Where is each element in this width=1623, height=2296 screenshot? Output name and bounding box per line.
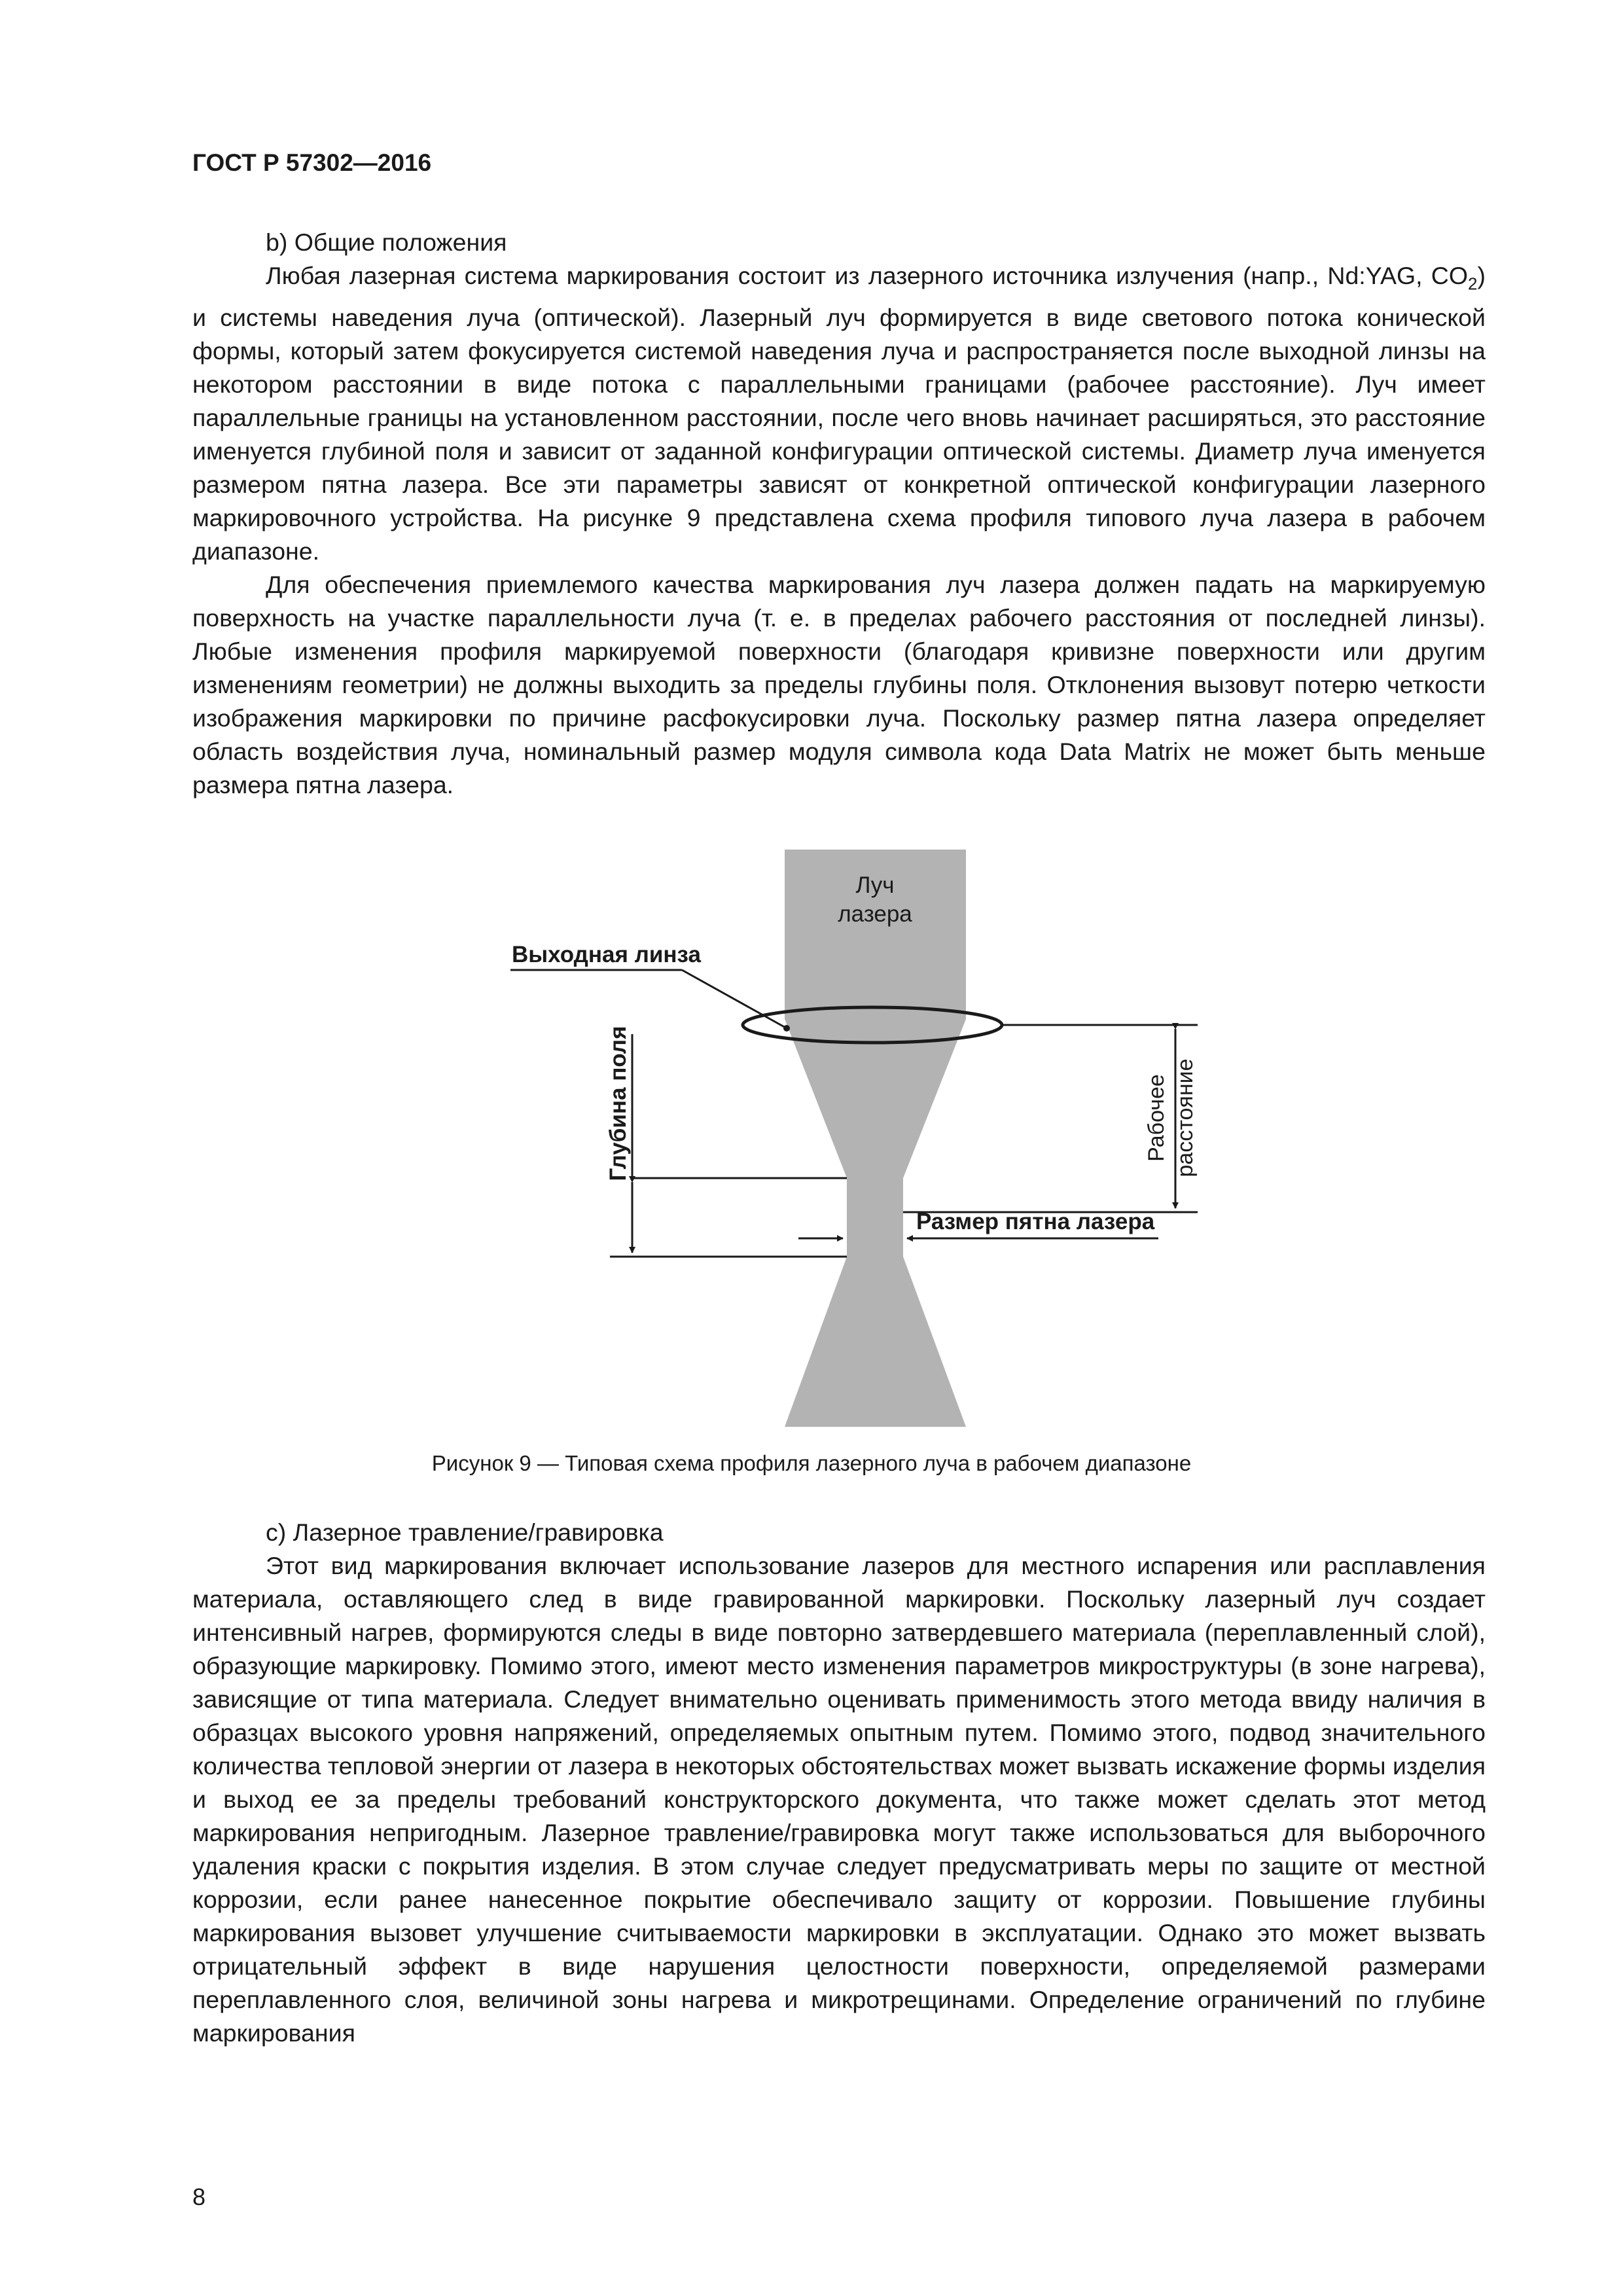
beam-label-line-1: Луч — [855, 872, 895, 898]
beam-diverging-cone — [785, 1257, 966, 1427]
document-header: ГОСТ Р 57302—2016 — [192, 149, 432, 176]
beam-waist — [847, 1178, 903, 1257]
working-label-line-1: Рабочее — [1144, 1074, 1169, 1162]
figure-caption: Рисунок 9 — Типовая схема профиля лазерного луча в рабочем диапазоне — [431, 1451, 1192, 1475]
section-c-heading: c) Лазерное травление/гравировка — [266, 1518, 664, 1546]
depth-label: Глубина поля — [605, 1026, 631, 1181]
lens-leader-line — [682, 970, 787, 1028]
section-b-paragraph-2: Для обеспечения приемлемого качества маркирования луч лазера должен падать на маркируемую поверхность на участке параллельности луча (т. е. в пределах рабочего расстояния от последней линзы). Любые изменения профиля маркируемой поверхности (благодаря кривизне поверхности или другим изменениям геометрии) не должны выходить за пределы глубины поля. Отклонения вызовут потерю четкости изображения маркировки по причине расфокусировки луча. Поскольку размер пятна лазера определяет область воздействия луча, номинальный размер модуля символа кода Data Matrix не может быть меньше размера пятна лазера. — [192, 570, 1486, 798]
para1-end: ) и системы наведения луча (оптической). Лазерный луч формируется в виде светового потока конической формы, который затем фокусируется системой наведения луча и распространяется после выходной линзы на некотором расстоянии в виде потока с параллельными границами (рабочее расстояние). Луч имеет параллельные границы на установленном расстоянии, после чего вновь начинает расширяться, это расстояние именуется глубиной поля и зависит от заданной конфигурации оптической системы. Диаметр луча именуется размером пятна лазера. Все эти параметры зависят от конкретной оптической конфигурации лазерного маркировочного устройства. На рисунке 9 представлена схема профиля типового луча лазера в рабочем диапазоне. — [192, 262, 1486, 565]
laser-beam-shape — [785, 850, 966, 1427]
co2-subscript: 2 — [1468, 274, 1478, 294]
section-c — [192, 1516, 1486, 2050]
section-b-heading: b) Общие положения — [266, 228, 507, 256]
para1-start: Любая лазерная система маркирования состоит из лазерного источника излучения (напр., Nd:YAG, CO — [266, 262, 1469, 289]
beam-label-line-2: лазера — [838, 901, 912, 927]
section-c-paragraph-1: Этот вид маркирования включает использование лазеров для местного испарения или расплавления материала, оставляющего след в виде гравированной маркировки. Поскольку лазерный луч создает интенсивный нагрев, формируются следы в виде повторно затвердевшего материала (переплавленный слой), образующие маркировку. Помимо этого, имеют место изменения параметров микроструктуры (в зоне нагрева), зависящие от типа материала. Следует внимательно оценивать применимость этого метода ввиду наличия в образцах высокого уровня напряжений, определяемых опытным путем. Помимо этого, подвод значительного количества тепловой энергии от лазера в некоторых обстоятельствах может вызвать искажение формы изделия и выход ее за пределы требований конструкторского документа, что также может сделать этот метод маркирования непригодным. Лазерное травление/гравировка могут также использоваться для выборочного удаления краски с покрытия изделия. В этом случае следует предусматривать меры по защите от местной коррозии, если ранее нанесенное покрытие обеспечивало защиту от коррозии. Повышение глубины маркирования вызовет улучшение считываемости маркировки в эксплуатации. Однако это может вызвать отрицательный эффект в виде нарушения целостности поверхности, определяемой размерами переплавленного слоя, величиной зоны нагрева и микротрещинами. Определение ограничений по глубине маркирования — [192, 1552, 1486, 2047]
lens-label: Выходная линза — [512, 942, 701, 967]
working-label-line-2: расстояние — [1173, 1058, 1198, 1177]
page-number: 8 — [192, 2183, 206, 2210]
spot-size-label: Размер пятна лазера — [916, 1209, 1155, 1234]
